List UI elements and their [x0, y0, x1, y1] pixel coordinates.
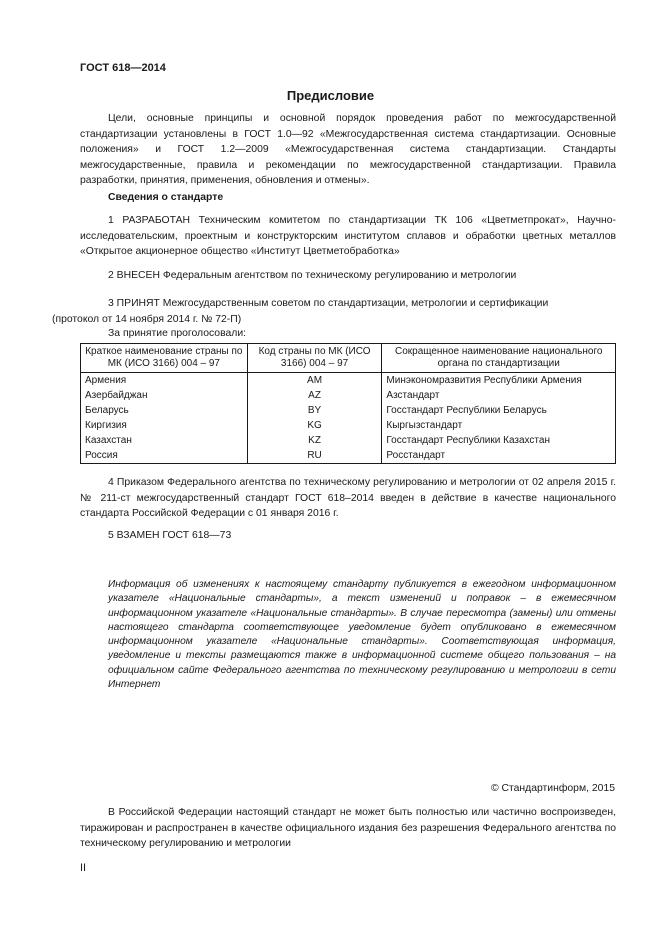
page-title: Предисловие [286, 88, 375, 103]
item-replaces: 5 ВЗАМЕН ГОСТ 618—73 [108, 530, 232, 541]
cell-body: Росстандарт [382, 448, 616, 464]
copyright-notice: © Стандартинформ, 2015 [490, 783, 615, 794]
voted-label: За принятие проголосовали: [108, 328, 247, 339]
item-adopted-line: 3 ПРИНЯТ Межгосударственным советом по стандартизации, метрологии и сертификации [108, 298, 549, 309]
table-row [81, 418, 616, 433]
table-row [81, 373, 616, 389]
info-heading: Сведения о стандарте [108, 192, 224, 203]
cell-body: Минэкономразвития Республики Армения [382, 373, 616, 389]
item-order: 4 Приказом Федерального агентства по техническому регулированию и метрологии от 02 апреля 2015 г. № 211-ст межгосударственный стандарт ГОСТ 618–2014 введен в действие в качестве национального стандарта Российской Федерации с 01 января 2016 г. [80, 477, 616, 520]
page-number: II [80, 862, 87, 874]
intro-paragraph: Цели, основные принципы и основной порядок проведения работ по межгосударственной стандартизации установлены в ГОСТ 1.0—92 «Межгосударственная система стандартизации. Основные положения» и ГОСТ 1.2—2009 «Межгосударственная система стандартизации. Стандарты межгосударственные, правила и рекомендации по межгосударственной стандартизации. Правила разработки, принятия, применения, обновления и отмены». [80, 113, 616, 187]
column-header-code: Код страны по МК (ИСО 3166) 004 – 97 [247, 344, 382, 373]
cell-body: Госстандарт Республики Беларусь [382, 403, 616, 418]
rights-notice: В Российской Федерации настоящий стандарт не может быть полностью или частично воспроизведен, тиражирован и распространен в качестве официального издания без разрешения Федерального агентства по техническому регулированию и метрологии [80, 807, 616, 850]
cell-code: KG [247, 418, 382, 433]
cell-code: RU [247, 448, 382, 464]
cell-country: Киргизия [81, 418, 248, 433]
cell-code: BY [247, 403, 382, 418]
document-code: ГОСТ 618—2014 [80, 62, 166, 74]
item-adopted-protocol: (протокол от 14 ноября 2014 г. № 72-П) [52, 313, 242, 325]
cell-body: Кыргызстандарт [382, 418, 616, 433]
table-row [81, 433, 616, 448]
cell-country: Казахстан [81, 433, 248, 448]
cell-code: KZ [247, 433, 382, 448]
cell-code: AZ [247, 388, 382, 403]
table-row [81, 403, 616, 418]
table-row [81, 388, 616, 403]
table-header-row [81, 344, 616, 373]
column-header-country: Краткое наименование страны по МК (ИСО 3166) 004 – 97 [81, 344, 248, 373]
changes-info-notice: Информация об изменениях к настоящему стандарту публикуется в ежегодном информационном указателе «Национальные стандарты», а текст изменений и поправок – в ежемесячном информационном указателе «Национальные стандарты». В случае пересмотра (замены) или отмены настоящего стандарта соответствующее уведомление будет опубликовано в ежемесячном информационном указателе «Национальные стандарты». Соответствующая информация, уведомление и тексты размещаются также в информационной системе общего пользования – на официальном сайте Федерального агентства по техническому регулированию и метрологии в сети Интернет [108, 579, 616, 691]
voting-table [80, 343, 616, 464]
table-row [81, 448, 616, 464]
item-adopted [52, 296, 616, 327]
cell-country: Армения [81, 373, 248, 389]
cell-country: Беларусь [81, 403, 248, 418]
cell-country: Россия [81, 448, 248, 464]
cell-country: Азербайджан [81, 388, 248, 403]
cell-code: AM [247, 373, 382, 389]
item-developed: 1 РАЗРАБОТАН Техническим комитетом по стандартизации ТК 106 «Цветметпрокат», Научно-исследовательским, проектным и конструкторским институтом сплавов и обработки цветных металлов «Открытое акционерное общество «Институт Цветметобработка» [80, 215, 616, 258]
column-header-body: Сокращенное наименование национального органа по стандартизации [382, 344, 616, 373]
cell-body: Госстандарт Республики Казахстан [382, 433, 616, 448]
item-introduced: 2 ВНЕСЕН Федеральным агентством по техническому регулированию и метрологии [108, 270, 517, 281]
cell-body: Азстандарт [382, 388, 616, 403]
